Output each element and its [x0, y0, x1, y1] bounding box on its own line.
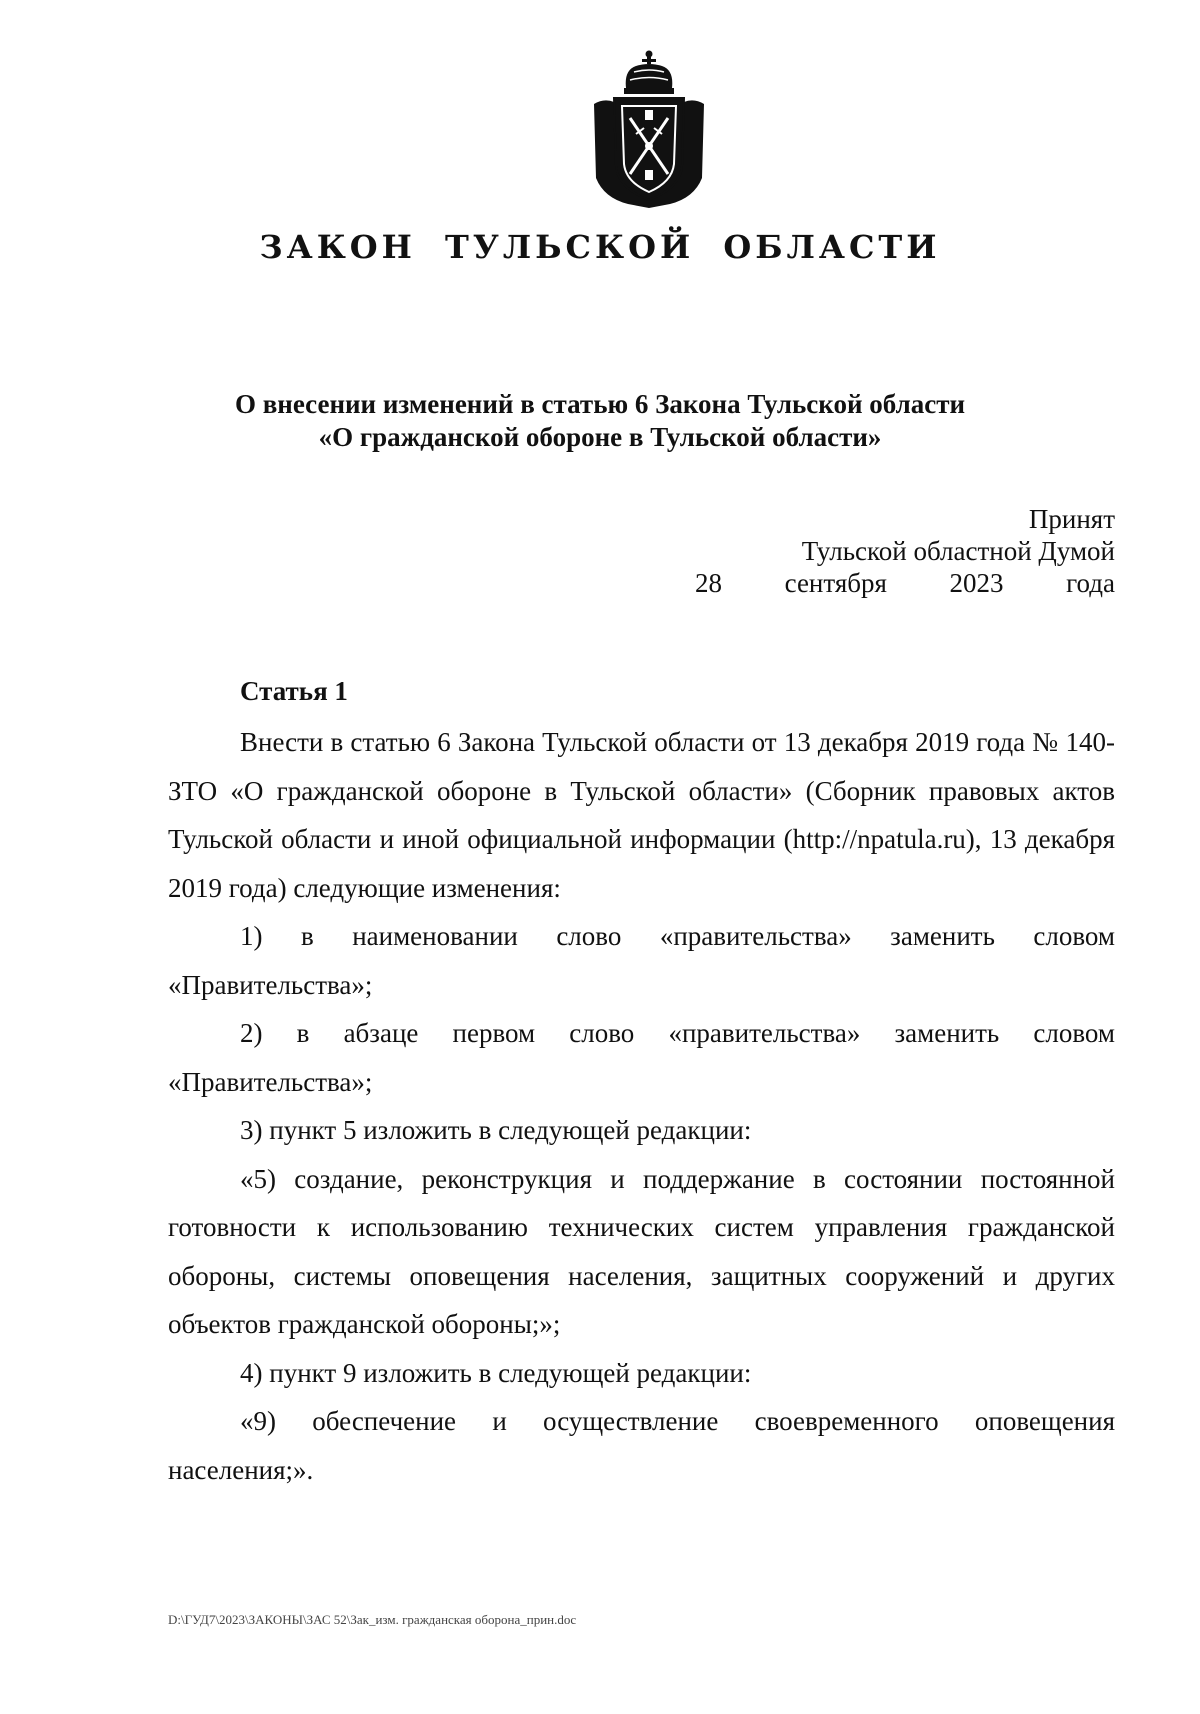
article-item-1: 1) в наименовании слово «правительства» заменить словом «Правительства»; [168, 921, 1115, 1000]
article-paragraph-intro: Внести в статью 6 Закона Тульской области от 13 декабря 2019 года № 140-ЗТО «О гражданской обороне в Тульской области» (Сборник правовых актов Тульской области и иной официальной информации (http://npatula.ru), 13 декабря 2019 года) следующие изменения: [168, 727, 1115, 903]
adoption-line2: Тульской областной Думой [801, 536, 1115, 566]
file-path-footer: D:\ГУД7\2023\ЗАКОНЫ\ЗАС 52\Зак_изм. гражданская оборона_прин.doc [168, 1612, 577, 1627]
document-title [150, 388, 1050, 454]
article-heading: Статья 1 [240, 676, 348, 706]
coat-of-arms-icon [590, 48, 708, 210]
article-item-2: 2) в абзаце первом слово «правительства» заменить словом «Правительства»; [168, 1018, 1115, 1097]
adoption-line1: Принят [1028, 504, 1115, 534]
article-item-4: 4) пункт 9 изложить в следующей редакции: [240, 1357, 752, 1388]
article-body [168, 718, 1115, 1494]
document-title-line1: О внесении изменений в статью 6 Закона Тульской области [234, 389, 966, 419]
document-title-line2: «О гражданской обороне в Тульской области» [318, 422, 882, 452]
adoption-block [695, 503, 1115, 599]
article-item-4-text: «9) обеспечение и осуществление своевременного оповещения населения;». [168, 1406, 1115, 1485]
adoption-date: 28 сентября 2023 года [695, 568, 1115, 598]
law-header: ЗАКОН ТУЛЬСКОЙ ОБЛАСТИ [259, 228, 941, 266]
article-item-3: 3) пункт 5 изложить в следующей редакции: [240, 1115, 752, 1145]
article-item-3-text: «5) создание, реконструкция и поддержание в состоянии постоянной готовности к использованию технических систем управления гражданской обороны, системы оповещения населения, защитных сооружений и других объектов гражданской обороны;»; [168, 1163, 1115, 1339]
